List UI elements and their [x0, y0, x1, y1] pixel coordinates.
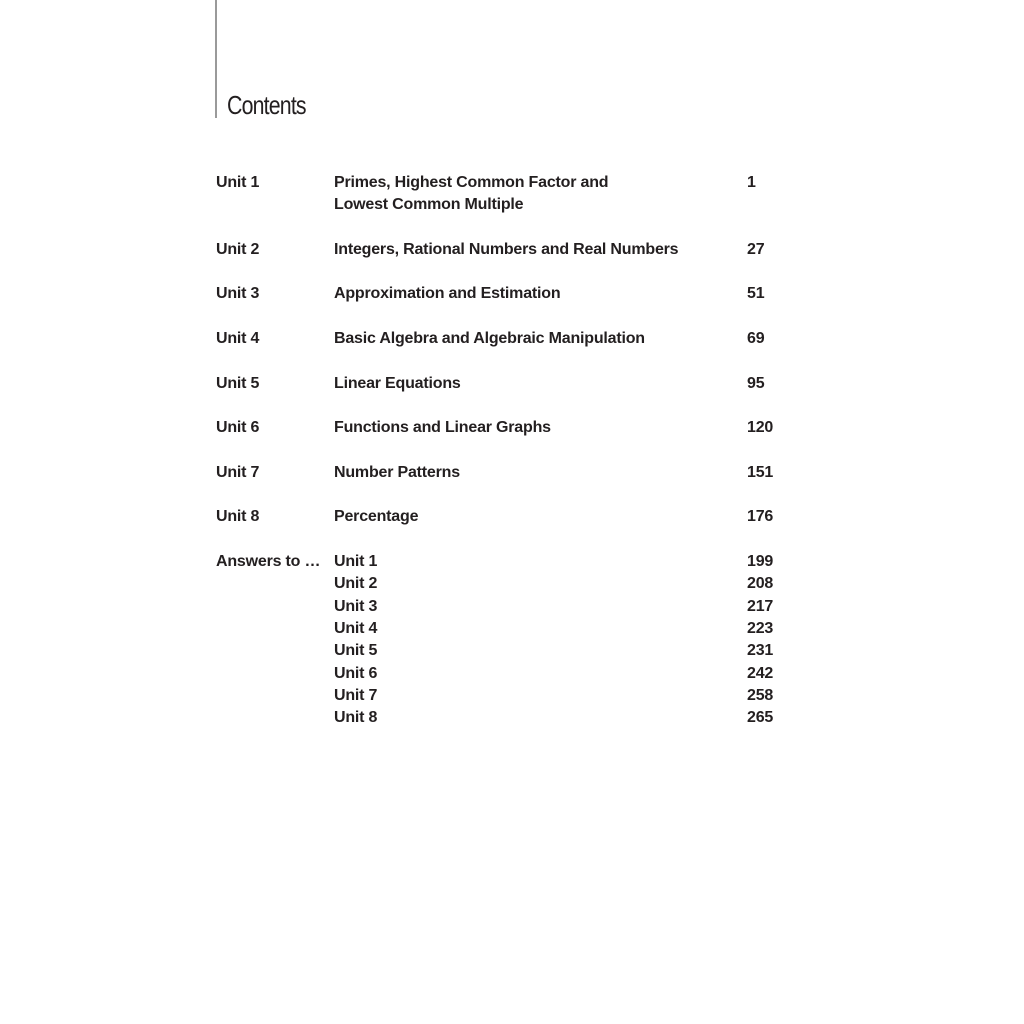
toc-unit-title — [334, 506, 714, 528]
answers-entry-unit-7[interactable] — [216, 685, 816, 707]
toc-unit-label: Unit 4 — [216, 330, 260, 348]
answers-unit-label: Unit 3 — [334, 597, 378, 615]
table-of-contents — [216, 172, 816, 729]
answers-page-number: 223 — [747, 619, 774, 637]
toc-unit-title-line: Functions and Linear Graphs — [334, 419, 551, 437]
toc-page-number: 120 — [747, 419, 774, 437]
toc-page-number: 176 — [747, 508, 774, 526]
toc-page-number: 1 — [747, 174, 756, 191]
toc-unit-title — [334, 417, 714, 439]
answers-page-number: 217 — [747, 597, 774, 615]
toc-unit-title — [334, 172, 714, 217]
toc-unit-label: Unit 6 — [216, 419, 260, 437]
toc-unit-label: Unit 8 — [216, 508, 260, 526]
toc-unit-title-line: Basic Algebra and Algebraic Manipulation — [334, 330, 645, 348]
answers-entry-unit-6[interactable] — [216, 663, 816, 685]
answers-page-number: 258 — [747, 686, 774, 704]
toc-page-number: 51 — [747, 285, 765, 303]
toc-page-number: 151 — [747, 463, 774, 481]
toc-unit-title-line: Primes, Highest Common Factor and — [334, 174, 609, 191]
toc-entry-unit-2[interactable] — [216, 239, 816, 261]
answers-label: Answers to … — [216, 553, 321, 571]
answers-entry-unit-8[interactable] — [216, 707, 816, 729]
answers-unit-label: Unit 1 — [334, 553, 378, 571]
toc-unit-title — [334, 328, 714, 350]
page-title: Contents — [227, 90, 306, 120]
toc-unit-title — [334, 283, 714, 305]
answers-unit-label: Unit 2 — [334, 575, 378, 593]
answers-entry-unit-2[interactable] — [216, 573, 816, 595]
answers-entry-unit-5[interactable] — [216, 640, 816, 662]
toc-unit-title-line: Linear Equations — [334, 374, 461, 392]
toc-unit-title — [334, 239, 714, 261]
toc-unit-title-line: Integers, Rational Numbers and Real Numbers — [334, 240, 679, 258]
toc-unit-title — [334, 373, 714, 395]
toc-entry-unit-1[interactable] — [216, 172, 816, 217]
toc-unit-label: Unit 3 — [216, 285, 260, 303]
answers-unit-label: Unit 8 — [334, 709, 378, 727]
toc-unit-title-line: Number Patterns — [334, 463, 460, 481]
toc-entry-unit-7[interactable] — [216, 462, 816, 484]
toc-unit-label: Unit 2 — [216, 240, 260, 258]
toc-unit-label: Unit 5 — [216, 374, 260, 392]
answers-page-number: 242 — [747, 664, 774, 682]
toc-unit-label: Unit 7 — [216, 463, 260, 481]
toc-unit-title-line: Lowest Common Multiple — [334, 196, 524, 214]
toc-page-number: 27 — [747, 240, 765, 258]
toc-unit-title — [334, 462, 714, 484]
answers-page-number: 265 — [747, 709, 774, 727]
toc-unit-title-line: Percentage — [334, 508, 419, 526]
answers-unit-label: Unit 6 — [334, 664, 378, 682]
toc-answers-section — [216, 551, 816, 729]
answers-entry-unit-4[interactable] — [216, 618, 816, 640]
answers-unit-label: Unit 5 — [334, 642, 378, 660]
toc-entry-unit-3[interactable] — [216, 283, 816, 305]
toc-entry-unit-6[interactable] — [216, 417, 816, 439]
toc-page-number: 69 — [747, 330, 765, 348]
answers-entry-unit-1[interactable] — [216, 551, 816, 573]
vertical-rule — [215, 0, 217, 118]
answers-page-number: 199 — [747, 553, 774, 571]
toc-unit-label: Unit 1 — [216, 174, 260, 191]
answers-page-number: 231 — [747, 642, 774, 660]
toc-entry-unit-4[interactable] — [216, 328, 816, 350]
toc-entry-unit-8[interactable] — [216, 506, 816, 528]
answers-unit-label: Unit 4 — [334, 619, 378, 637]
toc-page-number: 95 — [747, 374, 765, 392]
answers-entry-unit-3[interactable] — [216, 596, 816, 618]
answers-page-number: 208 — [747, 575, 774, 593]
toc-unit-title-line: Approximation and Estimation — [334, 285, 561, 303]
answers-unit-label: Unit 7 — [334, 686, 378, 704]
toc-entry-unit-5[interactable] — [216, 373, 816, 395]
